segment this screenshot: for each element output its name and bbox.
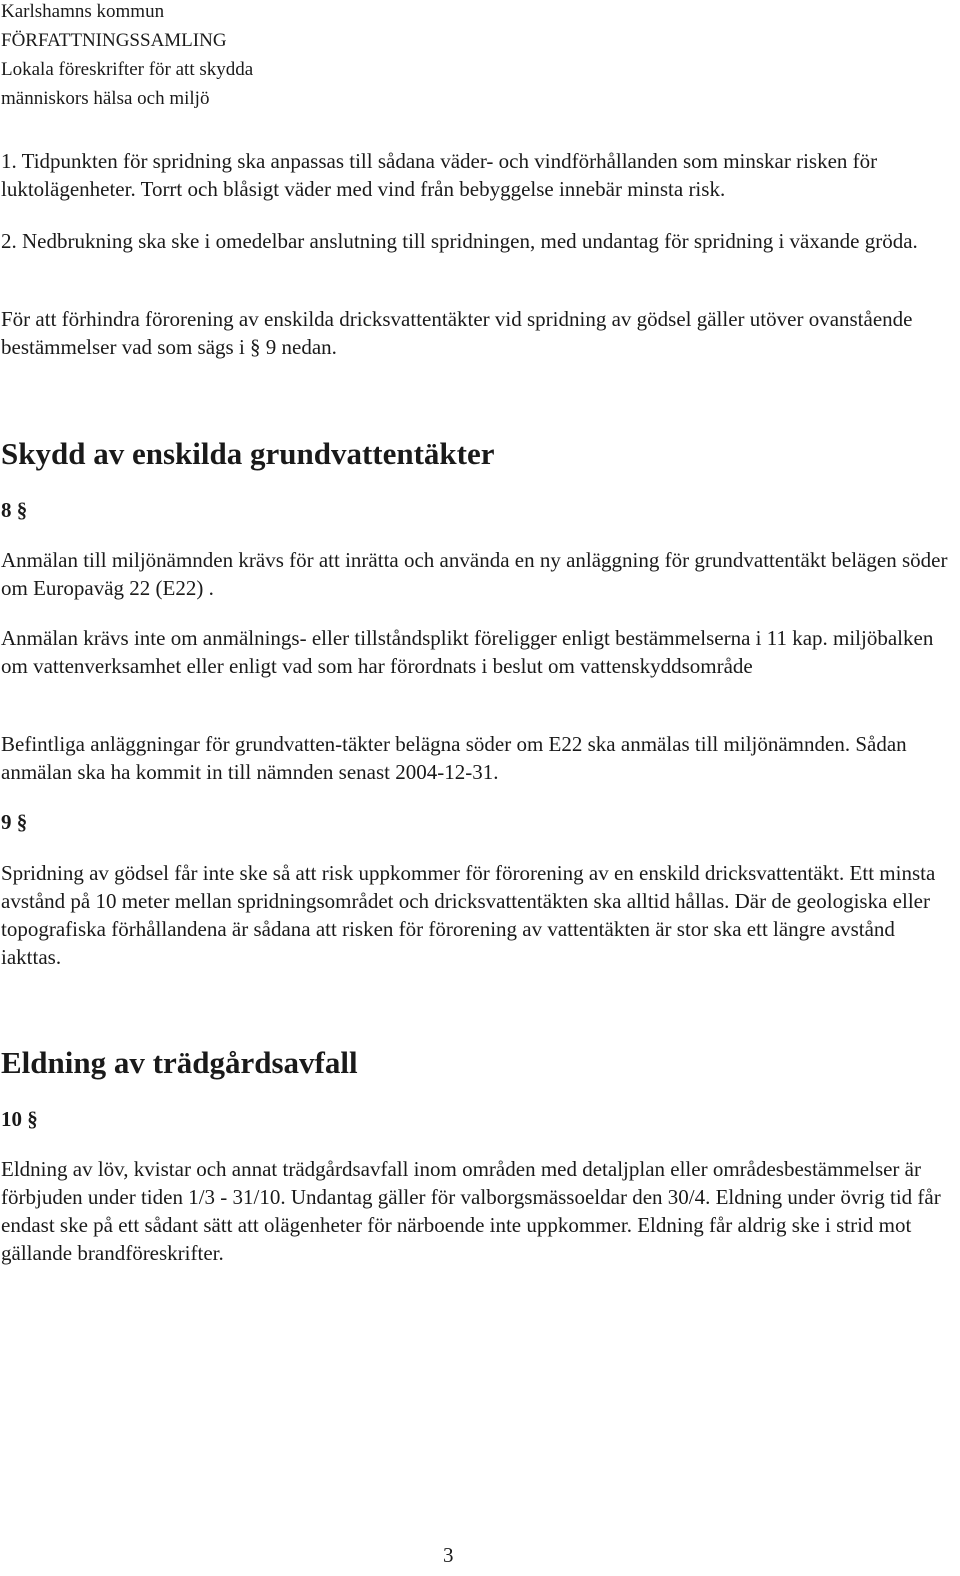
- document-header: [1, 0, 253, 113]
- regulation-title-line1: Lokala föreskrifter för att skydda: [1, 59, 254, 80]
- section-heading-garden-waste: Eldning av trädgårdsavfall: [1, 1045, 358, 1080]
- intro-item-1: 1. Tidpunkten för spridning ska anpassas till sådana väder- och vindförhållanden som minskar risken för luktolägenheter. Torrt och blåsigt väder med vind från bebyggelse innebär minsta risk.: [1, 149, 878, 201]
- paragraph-8-label: 8 §: [1, 498, 28, 522]
- paragraph-8-text-2: Anmälan krävs inte om anmälnings- eller tillståndsplikt föreligger enligt bestämmelserna i 11 kap. miljöbalken om vattenverksamhet eller enligt vad som har förordnats i beslut om vattenskyddsområde: [1, 626, 934, 678]
- paragraph-8-text-1: Anmälan till miljönämnden krävs för att inrätta och använda en ny anläggning för grundvattentäkt belägen söder om Europaväg 22 (E22) .: [1, 548, 948, 600]
- paragraph-9-text: Spridning av gödsel får inte ske så att risk uppkommer för förorening av en enskild dricksvattentäkt. Ett minsta avstånd på 10 meter mellan spridningsområdet och dricksvattentäkten ska alltid hållas. Där de geologiska eller topografiska förhållandena är sådana att risken för förorening av vattentäkten är stor ska ett längre avstånd iakttas.: [1, 861, 936, 969]
- municipality-name: Karlshamns kommun: [1, 1, 165, 22]
- paragraph-10-text: Eldning av löv, kvistar och annat trädgårdsavfall inom områden med detaljplan eller områdesbestämmelser är förbjuden under tiden 1/3 - 31/10. Undantag gäller för valborgsmässoeldar den 30/4. Eldning under övrig tid får endast ske på ett sådant sätt att olägenheter för närboende inte uppkommer. Eldning får aldrig ske i strid mot gällande brandföreskrifter.: [1, 1157, 941, 1265]
- collection-name: FÖRFATTNINGSSAMLING: [1, 30, 227, 51]
- page-number: 3: [443, 1543, 454, 1567]
- paragraph-9-label: 9 §: [1, 810, 28, 834]
- section-heading-groundwater: Skydd av enskilda grundvattentäkter: [1, 436, 495, 471]
- paragraph-8-text-3: Befintliga anläggningar för grundvatten-täkter belägna söder om E22 ska anmälas till miljönämnden. Sådan anmälan ska ha kommit in till nämnden senast 2004-12-31.: [1, 732, 907, 784]
- intro-paragraph: För att förhindra förorening av enskilda dricksvattentäkter vid spridning av gödsel gäller utöver ovanstående bestämmelser vad som sägs i § 9 nedan.: [1, 307, 913, 359]
- paragraph-10-label: 10 §: [1, 1107, 38, 1131]
- regulation-title-line2: människors hälsa och miljö: [1, 88, 210, 109]
- intro-item-2: 2. Nedbrukning ska ske i omedelbar anslutning till spridningen, med undantag för spridning i växande gröda.: [1, 229, 918, 253]
